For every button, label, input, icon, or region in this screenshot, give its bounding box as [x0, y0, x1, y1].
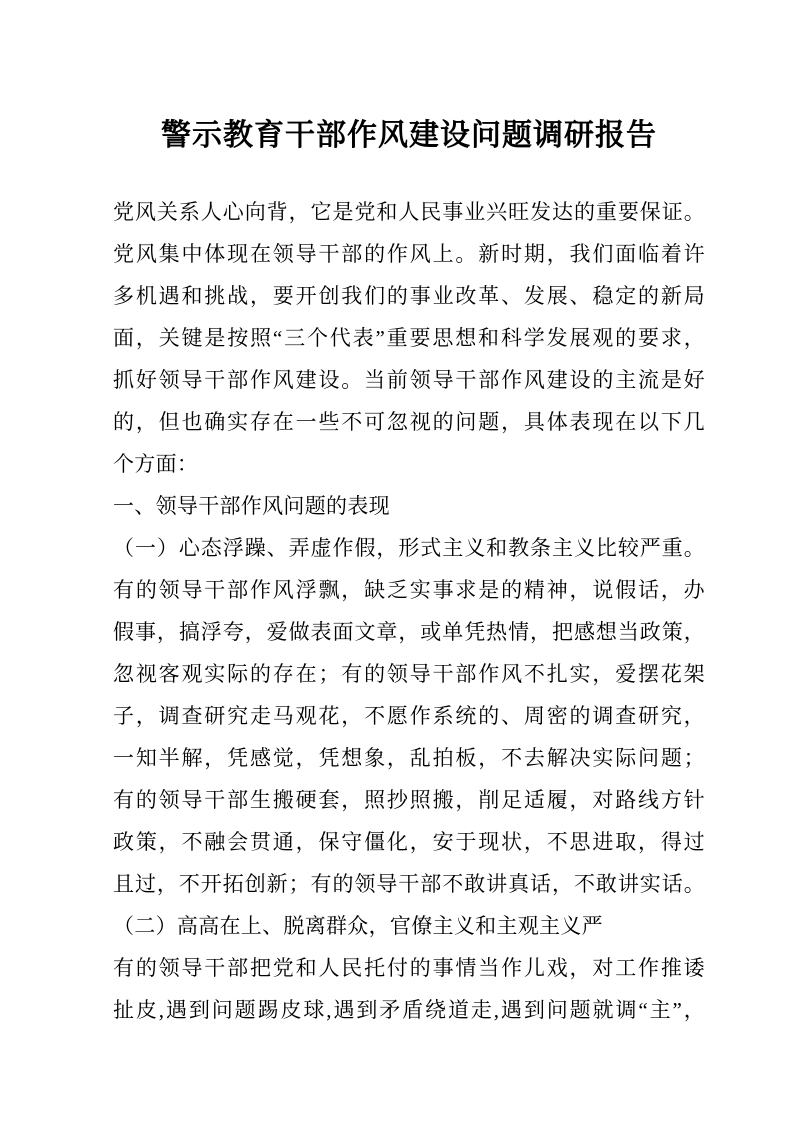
text-line-7: 个方面： — [113, 452, 199, 476]
text-line-12: 忽视客观实际的存在；有的领导干部作风不扎实，爱摆花架 — [113, 662, 705, 686]
text-line-16: 政策，不融会贯通，保守僵化，安于现状，不思进取，得过 — [113, 830, 705, 854]
text-line-18: （二）高高在上、脱离群众，官僚主义和主观主义严 — [113, 914, 603, 938]
text-line-9: （一）心态浮躁、弄虚作假，形式主义和教条主义比较严重。 — [113, 536, 705, 560]
text-line-3: 多机遇和挑战，要开创我们的事业改革、发展、稳定的新局 — [113, 284, 705, 308]
text-line-1: 党风关系人心向背，它是党和人民事业兴旺发达的重要保证。 — [113, 200, 705, 224]
document-body — [113, 191, 705, 1031]
text-line-19: 有的领导干部把党和人民托付的事情当作儿戏，对工作推诿 — [113, 956, 705, 980]
text-line-2: 党风集中体现在领导干部的作风上。新时期，我们面临着许 — [113, 242, 705, 266]
text-line-14: 一知半解，凭感觉，凭想象，乱拍板，不去解决实际问题； — [113, 746, 705, 770]
text-line-15: 有的领导干部生搬硬套，照抄照搬，削足适履，对路线方针 — [113, 788, 705, 812]
text-line-11: 假事，搞浮夸，爱做表面文章，或单凭热情，把感想当政策， — [113, 620, 705, 644]
text-line-20: 扯皮,遇到问题踢皮球,遇到矛盾绕道走,遇到问题就调“主”， — [113, 998, 705, 1022]
text-line-6: 的，但也确实存在一些不可忽视的问题，具体表现在以下几 — [113, 410, 705, 434]
text-line-4: 面，关键是按照“三个代表”重要思想和科学发展观的要求， — [113, 326, 705, 350]
text-line-17: 且过，不开拓创新；有的领导干部不敢讲真话，不敢讲实话。 — [113, 872, 705, 896]
text-line-5: 抓好领导干部作风建设。当前领导干部作风建设的主流是好 — [113, 368, 705, 392]
text-line-10: 有的领导干部作风浮飘，缺乏实事求是的精神，说假话，办 — [113, 578, 705, 602]
text-line-13: 子，调查研究走马观花，不愿作系统的、周密的调查研究， — [113, 704, 705, 728]
text-line-8: 一、领导干部作风问题的表现 — [113, 494, 390, 518]
document-title: 警示教育干部作风建设问题调研报告 — [161, 119, 657, 152]
